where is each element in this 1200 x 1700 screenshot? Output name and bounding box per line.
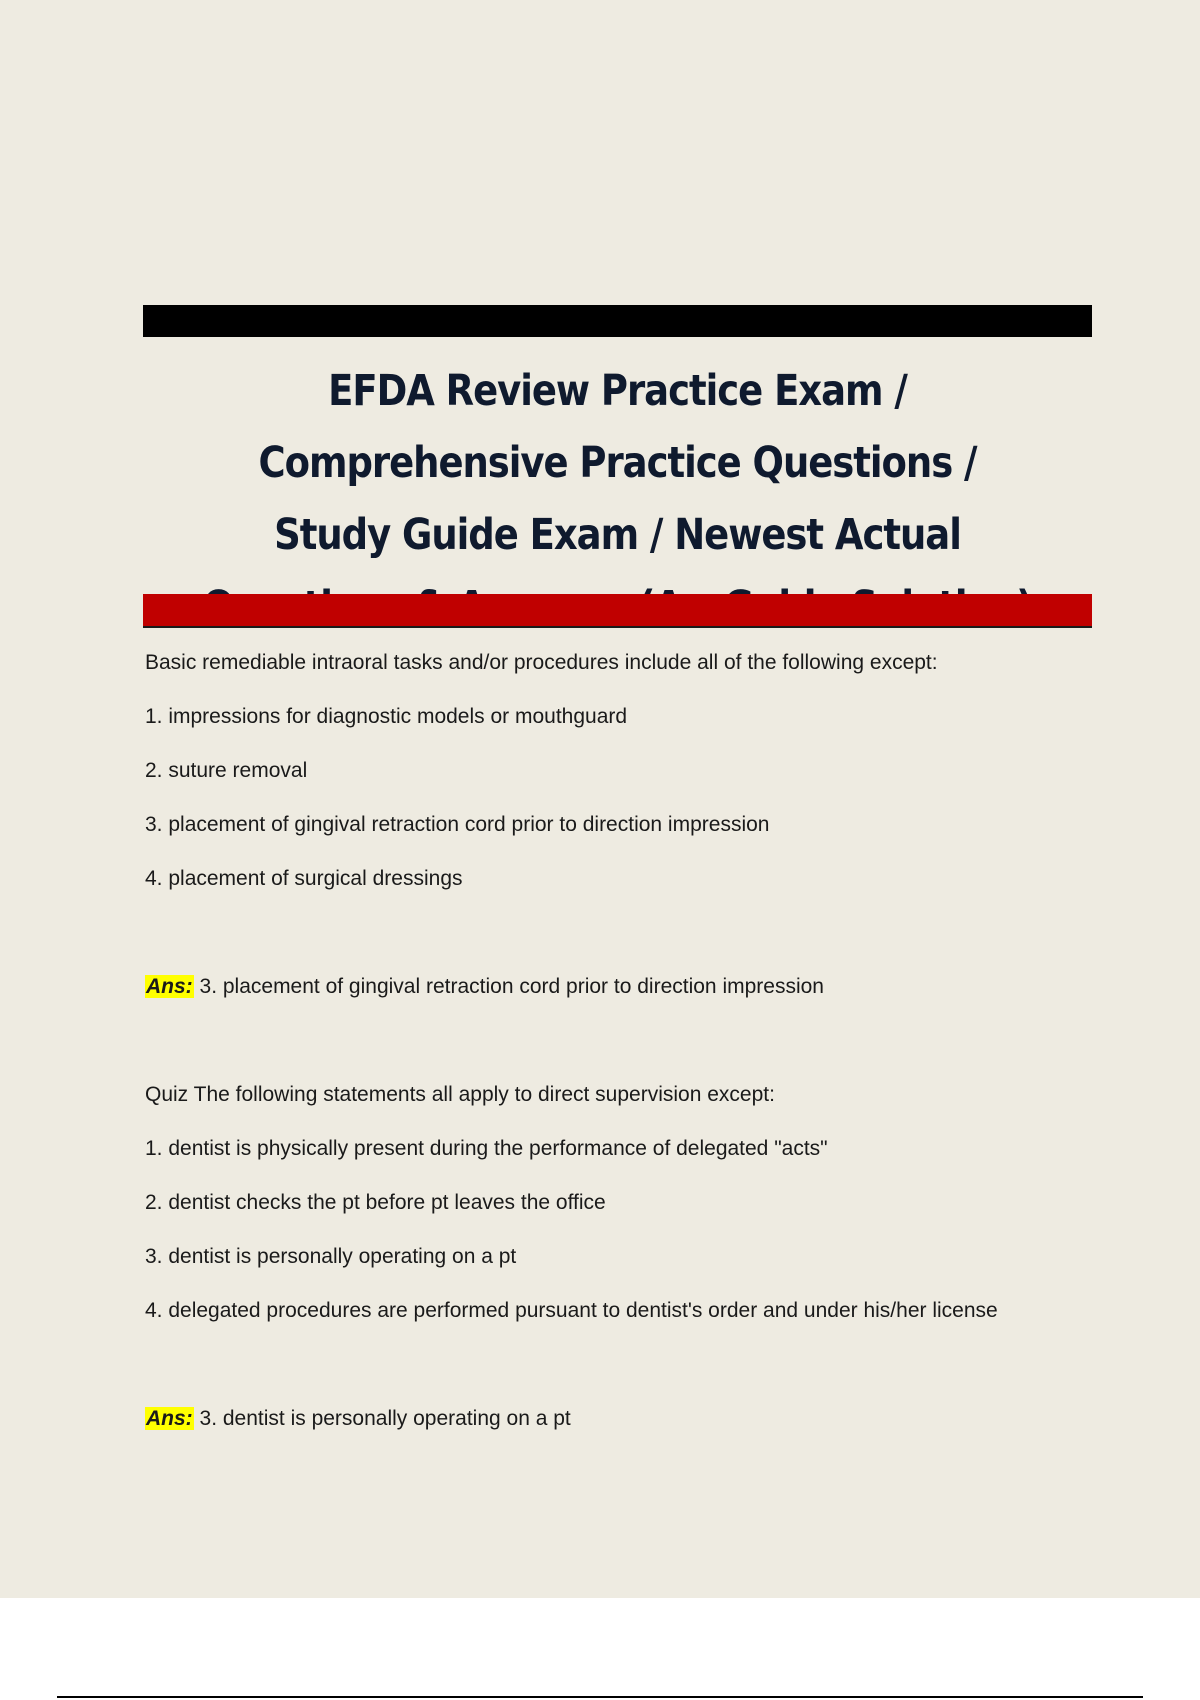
answer-text: 3. dentist is personally operating on a pt xyxy=(199,1407,571,1430)
answer-option: 4. delegated procedures are performed pursuant to dentist's order and under his/her license xyxy=(145,1299,998,1322)
document-title: EFDA Review Practice Exam / Comprehensive Practice Questions / Study Guide Exam / Newest Actual xyxy=(258,366,977,560)
title-top-bar xyxy=(143,305,1092,337)
answer-option: 1. dentist is physically present during the performance of delegated "acts" xyxy=(145,1137,828,1160)
answer-option: 4. placement of surgical dressings xyxy=(145,867,463,890)
answer-option: 2. dentist checks the pt before pt leaves the office xyxy=(145,1191,606,1214)
footer-divider xyxy=(57,1696,1143,1698)
answer-label: Ans: xyxy=(146,1407,193,1430)
answer-label: Ans: xyxy=(146,975,193,998)
question-prompt: Basic remediable intraoral tasks and/or procedures include all of the following except: xyxy=(145,651,938,674)
answer-option: 2. suture removal xyxy=(145,759,308,782)
question-block xyxy=(145,645,1105,1023)
spacer xyxy=(145,1023,1105,1077)
spacer xyxy=(145,1347,1105,1401)
spacer xyxy=(145,915,1105,969)
answer-option: 3. dentist is personally operating on a pt xyxy=(145,1245,517,1268)
answer-option: 3. placement of gingival retraction cord prior to direction impression xyxy=(145,813,770,836)
answer-option: 1. impressions for diagnostic models or mouthguard xyxy=(145,705,628,728)
answer-line xyxy=(145,1401,1105,1455)
question-prompt: Quiz The following statements all apply to direct supervision except: xyxy=(145,1083,775,1106)
question-block xyxy=(145,1077,1105,1455)
answer-text: 3. placement of gingival retraction cord prior to direction impression xyxy=(199,975,824,998)
question-content xyxy=(145,645,1105,1455)
answer-line xyxy=(145,969,1105,1023)
title-bottom-bar xyxy=(143,594,1092,628)
